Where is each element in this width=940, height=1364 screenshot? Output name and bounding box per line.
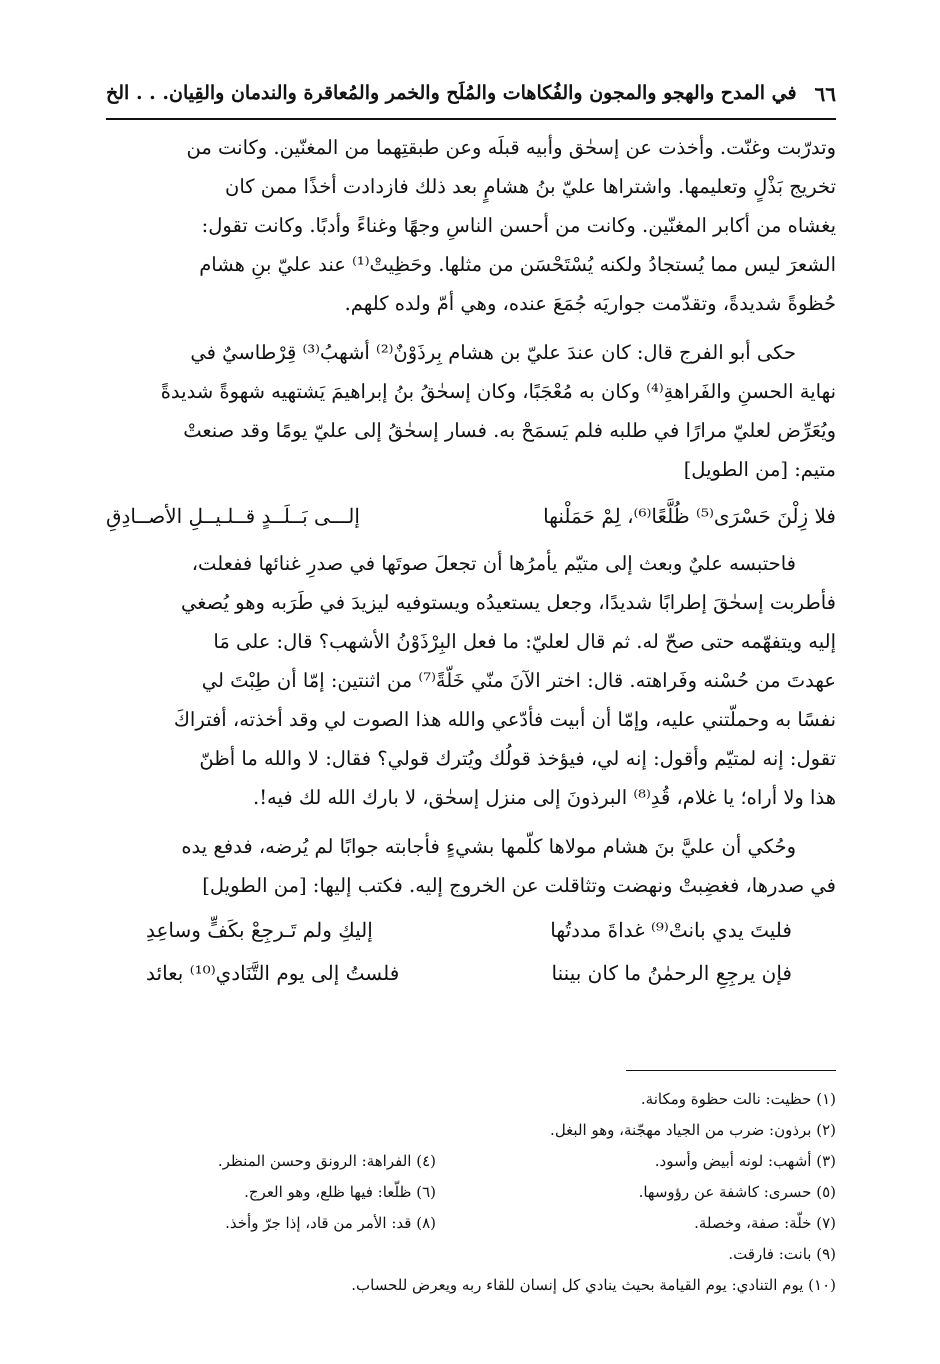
paragraph-3 <box>106 544 836 817</box>
footnote-divider <box>626 1070 836 1071</box>
text-line: فاحتبسه عليٌ وبعث إلى متيّم يأمرُها أن تجعلَ صوتَها في صدرِ غنائها ففعلت، <box>191 552 796 575</box>
footnote-row <box>106 1115 836 1146</box>
verse-hemistich-second: إليكِ ولم تَـرجِعْ بكَفٍّ وساعِدِ <box>146 918 373 942</box>
text-line: الشعرَ ليس مما يُستجادُ ولكنه يُسْتَحْسَن من مثلها. وحَظِيتْ⁽¹⁾ عند عليّ بنِ هشام <box>199 253 836 276</box>
running-title: في المدح والهجو والمجون والفُكاهات والمُلَح والخمر والمُعاقرة والندمان والقِيان. . . الخ <box>106 82 797 104</box>
footnote-row <box>106 1177 836 1208</box>
main-text <box>106 128 836 999</box>
footnote-8: (٨) قد: الأمر من قاد، إذا جرّ وأخذ. <box>225 1214 436 1232</box>
footnotes <box>106 1084 836 1301</box>
page-number: ٦٦ <box>814 82 836 106</box>
verse-hemistich-first: فليتَ يدي بانتْ⁽⁹⁾ غداةَ مددتُها <box>550 918 792 942</box>
verse-hemistich-second: فلستُ إلى يوم التَّنَادي⁽¹⁰⁾ بعائد <box>146 961 400 985</box>
footnote-4: (٤) الفراهة: الرونق وحسن المنظر. <box>217 1152 436 1170</box>
text-line: تقول: إنه لمتيّم وأقول: إنه لي، فيؤخذ قولُك ويُترك قولي؟ فقال: لا والله ما أظنّ <box>199 747 836 770</box>
verse-hemistich-second: إلـــى بَــلَــدٍ قــلـيــلِ الأصــادِقِ <box>106 504 360 528</box>
footnote-7: (٧) خلّة: صفة، وخصلة. <box>694 1214 836 1232</box>
text-line: في صدرها، فغضِبتْ ونهضت وتثاقلت عن الخروج إليه. فكتب إليها: [من الطويل] <box>202 874 836 897</box>
text-line: متيم: [من الطويل] <box>683 458 836 481</box>
text-line: ويُعَرِّض لعليّ مرارًا في طلبه فلم يَسمَحْ به. فسار إسحٰقُ إلى عليّ يومًا وقد صنعتْ <box>183 419 836 442</box>
footnote-1: (١) حظيت: نالت حظوة ومكانة. <box>640 1090 836 1108</box>
page-header <box>106 80 836 120</box>
footnote-row <box>106 1084 836 1115</box>
text-line: وتدرّبت وغنّت. وأخذت عن إسحٰق وأبيه قبلَه وعن طبقتِهما من المغنّين. وكانت من <box>186 136 836 159</box>
text-line: إليه ويتفهّمه حتى صحّ له. ثم قال لعليّ: ما فعل البِرْذَوْنُ الأشهب؟ قال: على مَا <box>213 630 836 653</box>
text-line: نهاية الحسنِ والفَراهةِ⁽⁴⁾ وكان به مُعْجَبًا، وكان إسحٰقُ بنُ إبراهيمَ يَشتهيه شهوةً شديدةً <box>160 380 836 403</box>
verse-hemistich-first: فإن يرجِعِ الرحمٰنُ ما كان بيننا <box>551 961 792 985</box>
text-line: حكى أبو الفرج قال: كان عندَ عليّ بن هشام بِرذَوْنٌ⁽²⁾ أشهبُ⁽³⁾ قِرْطاسيٌ في <box>190 341 796 364</box>
footnote-row <box>106 1270 836 1301</box>
paragraph-1 <box>106 128 836 323</box>
text-line: عهدتَ من حُسْنه وفَراهته. قال: اختر الآنَ منّي خَلّةً⁽⁷⁾ من اثنتين: إمّا أن طِبْتَ لي <box>201 669 836 692</box>
verse-line <box>106 954 836 993</box>
verse-line <box>106 911 836 950</box>
footnote-6: (٦) ظلّعا: فيها ظلع، وهو العرج. <box>244 1183 436 1201</box>
footnote-5: (٥) حسرى: كاشفة عن رؤوسها. <box>638 1183 836 1201</box>
text-line: فأطربت إسحٰقَ إطرابًا شديدًا، وجعل يستعيدُه ويستوفيه ليزيدَ في طَرَبه وهو يُصغي <box>180 591 836 614</box>
text-line: هذا ولا أراه؛ يا غلام، قُدِ⁽⁸⁾ البرذونَ إلى منزل إسحٰق، لا بارك الله لك فيه!. <box>253 786 836 809</box>
text-line: يغشاه من أكابر المغنّين. وكانت من أحسن الناسِ وجهًا وغناءً وأدبًا. وكانت تقول: <box>201 214 836 237</box>
footnote-9: (٩) بانت: فارقت. <box>728 1245 836 1263</box>
verse-hemistich-first: فلا زِلْنَ حَسْرَى⁽⁵⁾ ظُلَّعًا⁽⁶⁾، لِمْ حَمَلْنها <box>543 504 836 528</box>
verse-block <box>106 911 836 993</box>
text-line: حُظوةً شديدةً، وتقدّمت جواريَه جُمَعَ عنده، وهي أمّ ولده كلهم. <box>344 292 836 315</box>
text-line: تخريج بَذْلٍ وتعليمها. واشتراها عليّ بنُ هشامٍ بعد ذلك فازدادت أخذًا ممن كان <box>225 175 836 198</box>
text-line: وحُكي أن عليَّ بنَ هشام مولاها كلّمها بشيءٍ فأجابته جوابًا لم يُرضه، فدفع يده <box>181 835 796 858</box>
footnote-row <box>106 1146 836 1177</box>
footnote-row <box>106 1239 836 1270</box>
footnote-2: (٢) برذون: ضرب من الجياد مهجّنة، وهو البغل. <box>550 1121 836 1139</box>
text-line: نفسًا به وحملّتني عليه، وإمّا أن أبيت فأدّعي والله هذا الصوت لي وقد أخذته، أفتراكَ <box>173 708 836 731</box>
paragraph-2 <box>106 333 836 489</box>
footnote-row <box>106 1208 836 1239</box>
footnote-3: (٣) أشهب: لونه أبيض وأسود. <box>654 1152 836 1170</box>
paragraph-4 <box>106 827 836 905</box>
footnote-10: (١٠) يوم التنادي: يوم القيامة بحيث ينادي كل إنسان للقاء ربه ويعرض للحساب. <box>351 1276 836 1294</box>
verse-line <box>106 497 836 536</box>
